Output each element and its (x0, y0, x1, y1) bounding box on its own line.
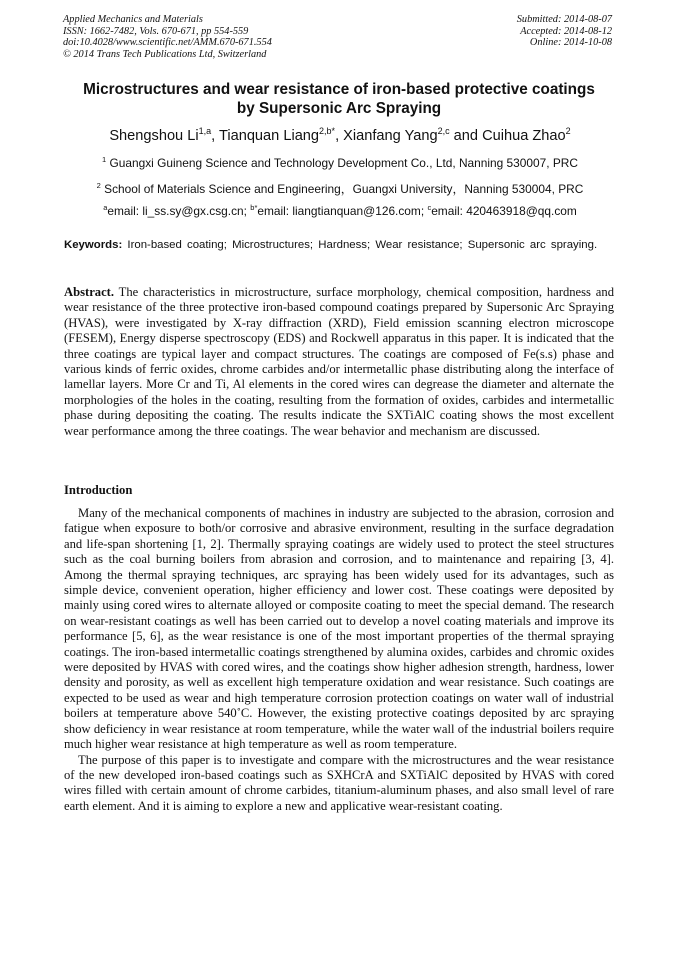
journal-copyright: © 2014 Trans Tech Publications Ltd, Switzerland (63, 48, 267, 60)
email-sup: a (103, 203, 108, 212)
keywords-text: Iron-based coating; Microstructures; Hardness; Wear resistance; Supersonic arc spraying. (122, 239, 598, 251)
email-text: email: li_ss.sy@gx.csg.cn; (107, 204, 251, 218)
email-sup: c (427, 203, 432, 212)
author-name: Cuihua Zhao (482, 128, 566, 144)
journal-name: Applied Mechanics and Materials (63, 14, 203, 25)
affiliation-sup: 1 (102, 155, 107, 164)
author-sup: 2,c (437, 126, 450, 136)
affiliation-text: Guangxi Guineng Science and Technology Development Co., Ltd, Nanning 530007, PRC (106, 156, 578, 170)
submission-dates (517, 14, 612, 49)
abstract-text: The characteristics in microstructure, surface morphology, chemical composition, hardness and wear resistance of the three protective iron-based compound coatings prepared by Supersonic Arc Spraying (HVAS), were investigated by X-ray diffraction (XRD), Field emission scanning electron microscope (FESEM), Energy disperse spectroscopy (EDS) and Rockwell apparatus in this paper. It is indicated that the three coatings are typical layer and compact structures. The coatings are composed of Fe(s.s) phase and various kinds of ferric oxides, chrome carbides and/or intermetallic phase distributing along the interface of lamellar layers. More Cr and Ti, Al elements in the cored wires can degrease the diameter and alternate the morphologies of the holes in the coating, resulting from the formation of oxides, carbides and intermetallic phase during depositing the coating. The results indicate the SXTiAlC coating shows the most excellent wear performance among the three coatings. The wear behavior and mechanism are discussed. (64, 285, 614, 438)
author-name: Shengshou Li (109, 128, 199, 144)
email-text: email: liangtianquan@126.com; (257, 204, 428, 218)
title-line-1: Microstructures and wear resistance of iron-based protective coatings (83, 81, 595, 98)
section-heading-introduction: Introduction (64, 483, 133, 497)
paragraph: Many of the mechanical components of machines in industry are subjected to the abrasion, corrosion and fatigue when exposure to both/or corrosive and abrasive environment, resulting in the surface degradation and life-span shortening [1, 2]. Thermally spraying coatings are widely used to protect the steel structures such as the coal burning boilers from abrasion and corrosion, and to maintenance and repairing [3, 4]. Among the thermal spraying techniques, arc spraying has been widely used for its advantages, such as simple device, convenient operation, higher efficiency and lower cost. These coatings were deposited by mainly using cored wires to alternate alloyed or composite coating to meet the special demand. The research on wear-resistant coatings as well has been carried out to develop a novel coating materials and improve its performance [5, 6], as the wear resistance is one of the most important properties of the thermal spraying coatings. The iron-based intermetallic coatings strengthened by alumina oxides, carbides and chromic oxides were deposited by HVAS with cored wires, and the coatings show higher adhesion strength, hardness, lower density and porosity, as well as excellent high temperature oxidation and wear resistance. Such coatings are expected to be used as wear and high temperature corrosion protection coatings on water wall of industrial boilers at temperature above 540˚C. However, the existing protective coatings deposited by arc spraying show deficiency in wear resistance at room temperature, while the water wall of the industrial boilers require much higher wear resistance at high temperature as well as room temperature. (64, 506, 614, 752)
author-list (40, 128, 640, 144)
date-online: Online: 2014-10-08 (529, 37, 612, 48)
journal-issn: ISSN: 1662-7482, Vols. 670-671, pp 554-559 (63, 25, 249, 37)
title-line-2: by Supersonic Arc Spraying (236, 100, 442, 117)
paper-title (60, 80, 618, 118)
abstract-block (64, 285, 614, 439)
author-sup: 2,b* (319, 126, 336, 136)
affiliation-1 (40, 156, 640, 170)
introduction-body (64, 506, 614, 814)
keywords-block (64, 238, 614, 254)
affiliation-sup: 2 (96, 181, 101, 190)
paragraph: The purpose of this paper is to investigate and compare with the microstructures and the wear resistance of the new developed iron-based coatings such as SXHCrA and SXTiAlC deposited by HVAS with cored wires filled with certain amount of chrome carbides, titanium-aluminum phases, and also small level of rare earth element. And it is aiming to explore a new and applicative wear-resistant coating. (64, 752, 614, 813)
author-sep: , (335, 128, 344, 144)
author-sup: 2 (565, 126, 571, 136)
author-sep: and (449, 128, 483, 144)
email-line (40, 204, 640, 218)
date-submitted: Submitted: 2014-08-07 (516, 14, 612, 25)
email-text: email: 420463918@qq.com (431, 204, 577, 218)
author-sup: 1,a (198, 126, 212, 136)
affiliation-text: School of Materials Science and Engineering，Guangxi University，Nanning 530004, PRC (100, 182, 584, 196)
email-sup: b* (250, 203, 258, 212)
journal-info (63, 14, 272, 60)
abstract-label: Abstract. (64, 285, 115, 299)
journal-doi: doi:10.4028/www.scientific.net/AMM.670-671.554 (63, 37, 272, 48)
author-name: Tianquan Liang (218, 128, 320, 144)
keywords-label: Keywords: (64, 239, 123, 251)
affiliation-2 (40, 180, 640, 197)
author-sep: , (211, 128, 219, 144)
date-accepted: Accepted: 2014-08-12 (520, 25, 612, 37)
author-name: Xianfang Yang (343, 128, 438, 144)
